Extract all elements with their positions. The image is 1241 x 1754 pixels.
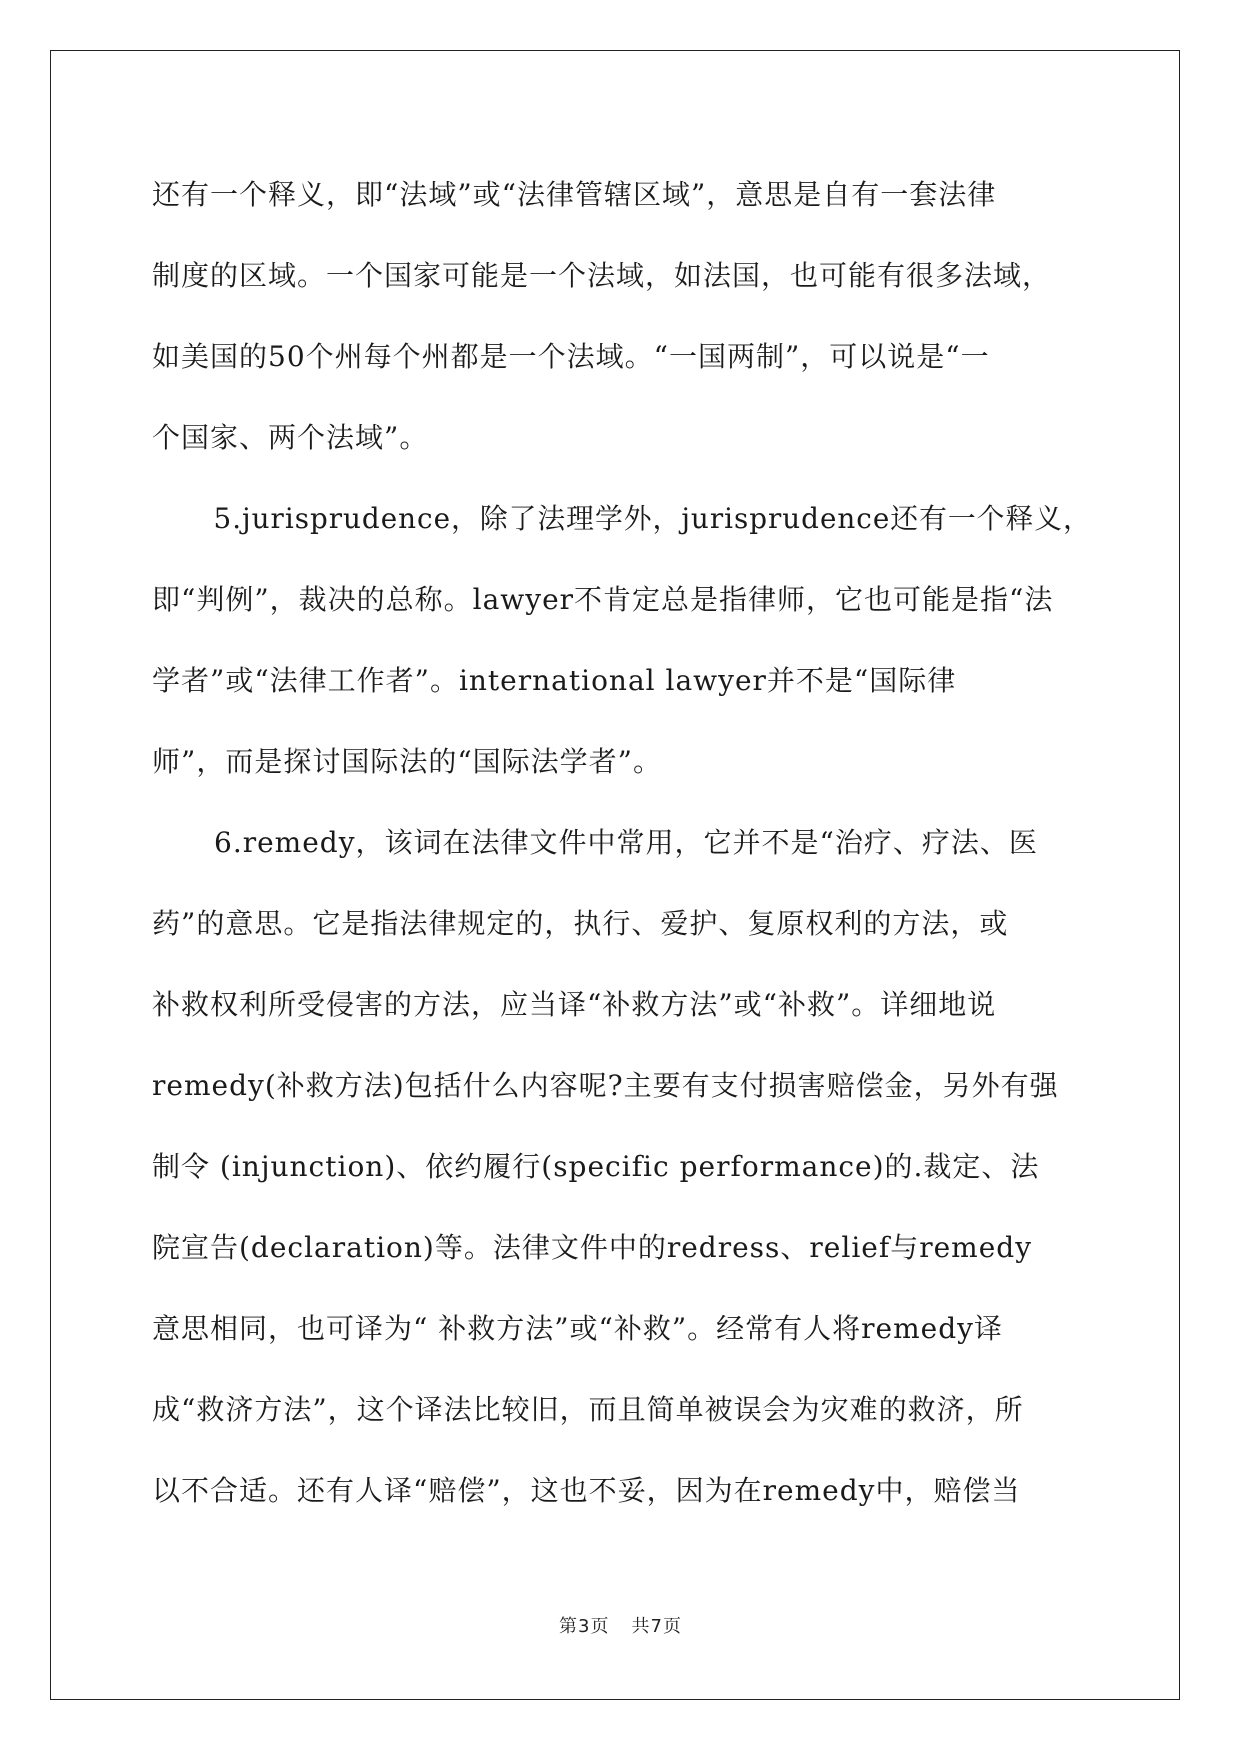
text-line: 以不合适。还有人译“赔偿”，这也不妥，因为在remedy中，赔偿当 [152,1474,1021,1507]
text-line: 意思相同，也可译为“ 补救方法”或“补救”。经常有人将remedy译 [152,1312,1003,1345]
text-line: 师”，而是探讨国际法的“国际法学者”。 [152,745,662,778]
text-line: 药”的意思。它是指法律规定的，执行、爱护、复原权利的方法，或 [152,907,1009,940]
text-line: 院宣告(declaration)等。法律文件中的redress、relief与remedy [152,1231,1033,1264]
text-line: 个国家、两个法域”。 [152,421,429,454]
text-line: 即“判例”，裁决的总称。lawyer不肯定总是指律师，它也可能是指“法 [152,583,1054,616]
text-line: 制令 (injunction)、依约履行(specific performance)的.裁定、法 [152,1150,1040,1183]
text-line: 如美国的50个州每个州都是一个法域。“一国两制”，可以说是“一 [152,340,990,373]
text-line: 补救权利所受侵害的方法，应当译“补救方法”或“补救”。详细地说 [152,988,997,1021]
text-line: 成“救济方法”，这个译法比较旧，而且简单被误会为灾难的救济，所 [152,1393,1024,1426]
text-line: 5.jurisprudence，除了法理学外，jurisprudence还有一个释义， [213,502,1092,535]
text-line: 6.remedy，该词在法律文件中常用，它并不是“治疗、疗法、医 [214,826,1038,859]
page-number-total: 共7页 [631,1616,682,1637]
text-line: 学者”或“法律工作者”。international lawyer并不是“国际律 [152,664,957,697]
page-number-current: 第3页 [559,1616,610,1637]
text-line: remedy(补救方法)包括什么内容呢?主要有支付损害赔偿金，另外有强 [152,1069,1059,1102]
text-line: 制度的区域。一个国家可能是一个法域，如法国，也可能有很多法域， [152,259,1052,292]
document-body [152,154,1092,1531]
text-line: 还有一个释义，即“法域”或“法律管辖区域”，意思是自有一套法律 [152,178,997,211]
page-footer [0,1612,1241,1638]
